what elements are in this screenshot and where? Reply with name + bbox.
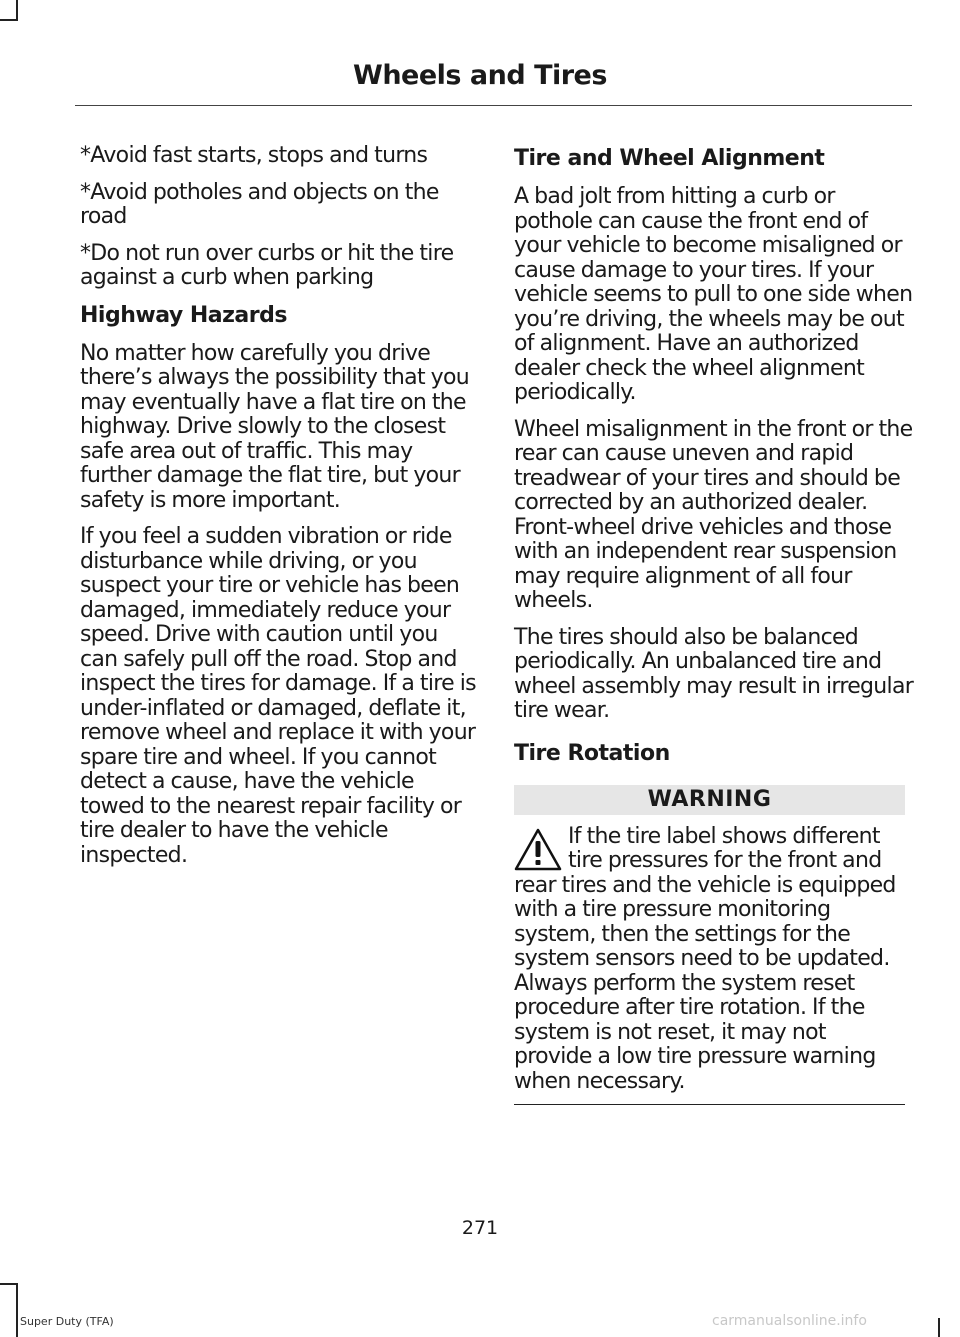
paragraph-alignment-jolt: A bad jolt from hitting a curb or pothole can cause the front end of your vehicle to become misaligned or cause damage to your tires. If your vehicle seems to pull to one side when you’re driving, the wheels may be out of alignment. Have an authorized dealer check the wheel alignment periodically. xyxy=(514,184,913,405)
crop-mark-bottom-right xyxy=(938,1318,940,1337)
tip-potholes: *Avoid potholes and objects on the road xyxy=(80,179,439,229)
paragraph-alignment-balance: The tires should also be balanced periodically. An unbalanced tire and wheel assembly may result in irregular tire wear. xyxy=(514,624,914,723)
heading-tire-rotation: Tire Rotation xyxy=(514,740,670,766)
tip-curbs: *Do not run over curbs or hit the tire against a curb when parking xyxy=(80,240,454,290)
crop-mark-top-left xyxy=(16,0,18,20)
paragraph-alignment-misalignment: Wheel misalignment in the front or the rear can cause uneven and rapid treadwear of your tires and should be corrected by an authorized dealer. Front-wheel drive vehicles and those with an independent rear suspension may require alignment of all four wheels. xyxy=(514,416,913,613)
paragraph-highway-vibration: If you feel a sudden vibration or ride disturbance while driving, or you suspect your tire or vehicle has been damaged, immediately reduce your speed. Drive with caution until you can safely pull off the road. Stop and inspect the tires for damage. If a tire is under-inflated or damaged, deflate it, remove wheel and replace it with your spare tire and wheel. If you cannot detect a cause, have the vehicle towed to the nearest repair facility or tire dealer to have the vehicle inspected. xyxy=(80,524,476,868)
heading-tire-wheel-alignment: Tire and Wheel Alignment xyxy=(514,146,825,171)
header-divider xyxy=(75,105,912,106)
warning-triangle-icon xyxy=(514,827,562,871)
warning-body xyxy=(514,815,905,1106)
crop-mark-bottom-left-horizontal xyxy=(0,1283,18,1285)
warning-box xyxy=(514,785,905,1106)
warning-text: If the tire label shows different tire pressures for the front and rear tires and the vehicle is equipped with a tire pressure monitoring system, then the settings for the system sensors need to be updated. Always perform the system reset procedure after tire rotation. If the system is not reset, it may not provide a low tire pressure warning when necessary. xyxy=(514,823,896,1094)
page-number: 271 xyxy=(461,1217,499,1239)
crop-mark-bottom-left xyxy=(16,1283,18,1337)
watermark: carmanualsonline.info xyxy=(712,1313,867,1329)
footer-model: Super Duty (TFA) xyxy=(20,1315,114,1328)
left-column xyxy=(80,144,480,880)
page-header-title: Wheels and Tires xyxy=(353,60,607,91)
paragraph-highway-flat-tire: No matter how carefully you drive there’s always the possibility that you may eventually have a flat tire on the highway. Drive slowly to the closest safe area out of traffic. This may further damage the flat tire, but your safety is more important. xyxy=(80,340,469,513)
warning-label: WARNING xyxy=(514,785,905,815)
right-column xyxy=(514,144,914,1105)
crop-mark-top-left-horizontal xyxy=(0,19,18,21)
heading-highway-hazards: Highway Hazards xyxy=(80,302,287,328)
tip-fast-starts: *Avoid fast starts, stops and turns xyxy=(80,143,428,168)
